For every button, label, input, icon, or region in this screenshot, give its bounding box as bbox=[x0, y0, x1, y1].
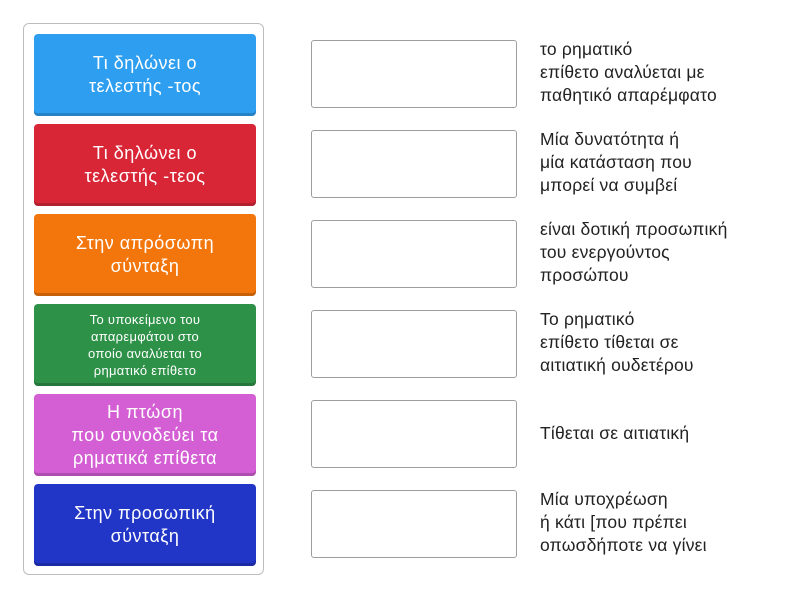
drop-slot-6[interactable] bbox=[311, 490, 517, 558]
description-4: Το ρηματικό επίθετο τίθεται σε αιτιατική ουδετέρου bbox=[540, 309, 694, 375]
answer-card-4[interactable]: Το υποκείμενο του απαρεμφάτου στο οποίο αναλύεται το ρηματικό επίθετο bbox=[34, 304, 256, 386]
answer-card-3[interactable]: Στην απρόσωπη σύνταξη bbox=[34, 214, 256, 296]
drop-slot-5[interactable] bbox=[311, 400, 517, 468]
answer-card-6[interactable]: Στην προσωπική σύνταξη bbox=[34, 484, 256, 566]
drop-slot-1[interactable] bbox=[311, 40, 517, 108]
description-5: Τίθεται σε αιτιατική bbox=[540, 423, 690, 443]
drop-slot-3[interactable] bbox=[311, 220, 517, 288]
description-1: το ρηματικό επίθετο αναλύεται με παθητικό απαρέμφατο bbox=[540, 39, 717, 105]
answer-card-5[interactable]: Η πτώση που συνοδεύει τα ρηματικά επίθετα bbox=[34, 394, 256, 476]
answer-card-1[interactable]: Τι δηλώνει ο τελεστής -τος bbox=[34, 34, 256, 116]
description-2: Μία δυνατότητα ή μία κατάσταση που μπορεί να συμβεί bbox=[540, 129, 692, 195]
drop-slot-2[interactable] bbox=[311, 130, 517, 198]
drop-slot-4[interactable] bbox=[311, 310, 517, 378]
answer-card-2[interactable]: Τι δηλώνει ο τελεστής -τεος bbox=[34, 124, 256, 206]
description-6: Μία υποχρέωση ή κάτι [που πρέπει οπωσδήποτε να γίνει bbox=[540, 489, 707, 555]
description-3: είναι δοτική προσωπική του ενεργούντος προσώπου bbox=[540, 219, 728, 285]
